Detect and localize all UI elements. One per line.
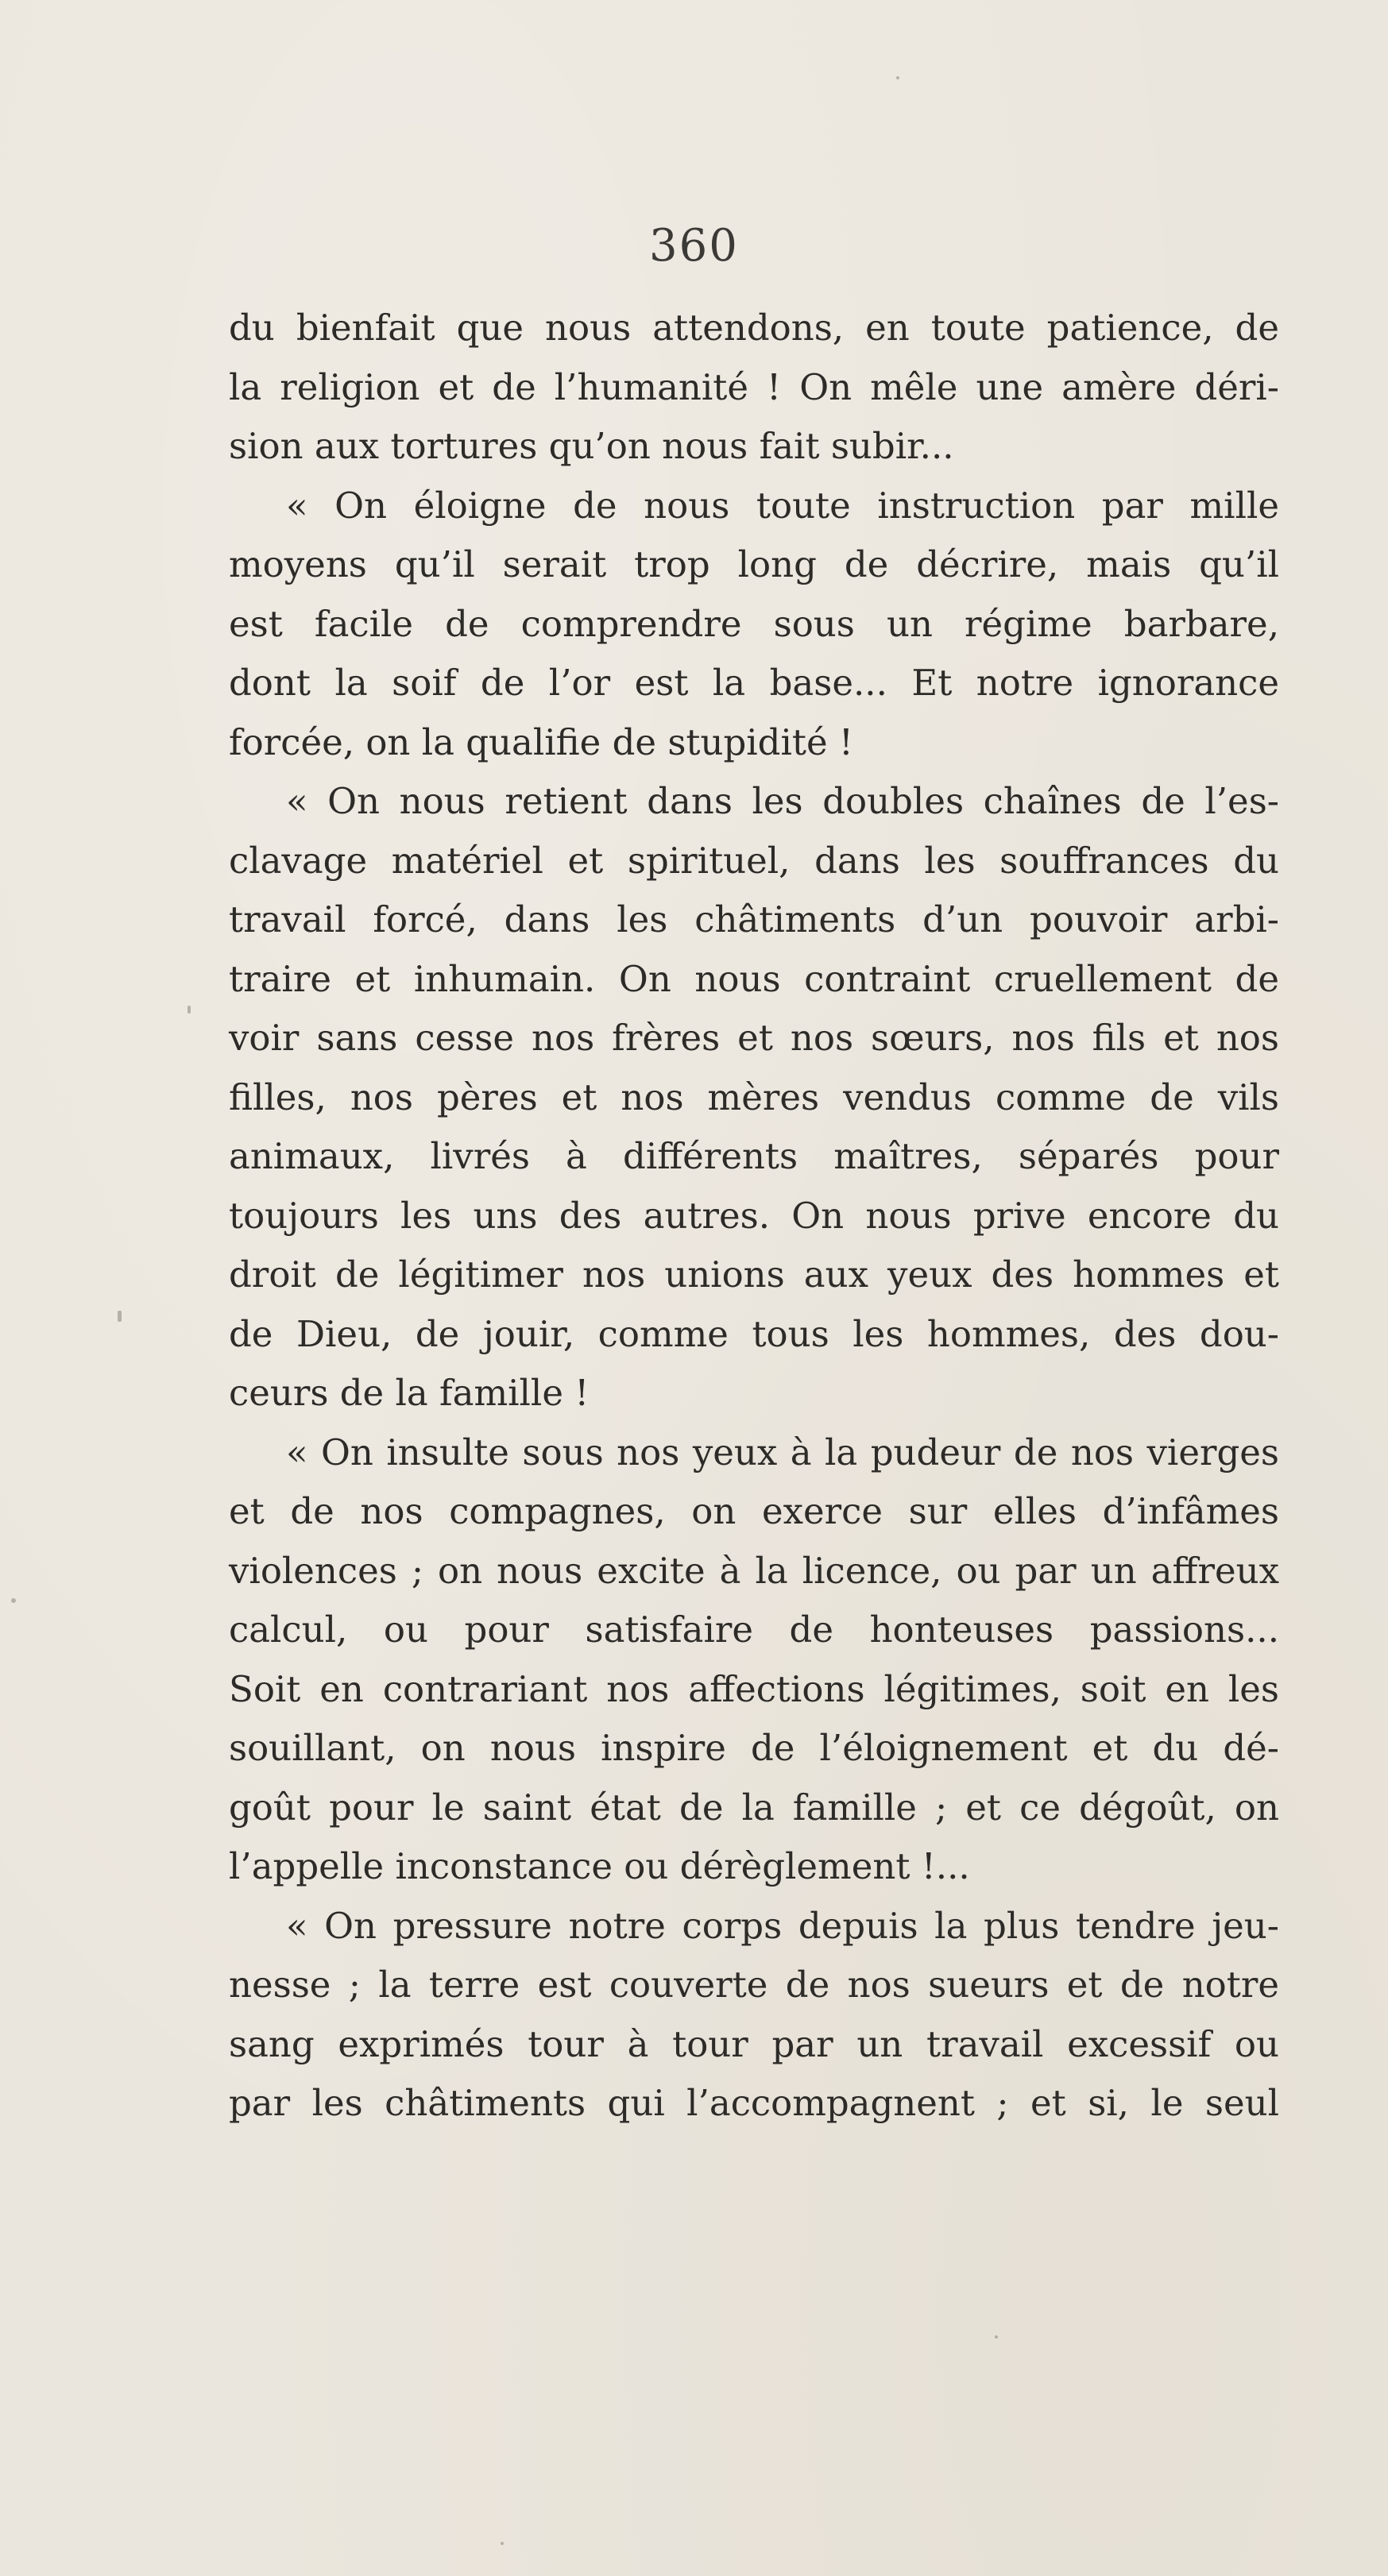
text-line: « On éloigne de nous toute instruction par mille (286, 484, 1279, 527)
text-line: moyens qu’il serait trop long de décrire, mais qu’il (229, 543, 1279, 585)
text-line: « On nous retient dans les doubles chaînes de l’es- (286, 780, 1279, 822)
text-line: forcée, on la qualifie de stupidité ! (229, 720, 853, 763)
text-line: de Dieu, de jouir, comme tous les hommes, des dou- (229, 1312, 1279, 1355)
text-line: sion aux tortures qu’on nous fait subir... (229, 425, 954, 467)
paper-speck (118, 1311, 122, 1322)
text-line: « On insulte sous nos yeux à la pudeur de nos vierges (286, 1431, 1279, 1473)
paper-speck (11, 1598, 16, 1603)
text-line: toujours les uns des autres. On nous prive encore du (229, 1194, 1279, 1237)
text-line: la religion et de l’humanité ! On mêle une amère déri- (229, 365, 1279, 408)
text-line: « On pressure notre corps depuis la plus tendre jeu- (286, 1904, 1279, 1947)
text-line: Soit en contrariant nos affections légitimes, soit en les (229, 1667, 1279, 1710)
text-line: droit de légitimer nos unions aux yeux des hommes et (229, 1253, 1279, 1296)
paper-speck (995, 2335, 998, 2338)
text-line: goût pour le saint état de la famille ; et ce dégoût, on (229, 1786, 1279, 1829)
text-line: nesse ; la terre est couverte de nos sueurs et de notre (229, 1964, 1279, 2006)
text-line: calcul, ou pour satisfaire de honteuses passions... (229, 1609, 1279, 1651)
text-line: dont la soif de l’or est la base... Et notre ignorance (229, 662, 1279, 704)
paper-speck (896, 76, 899, 79)
text-line: voir sans cesse nos frères et nos sœurs, nos fils et nos (229, 1017, 1279, 1059)
text-line: du bienfait que nous attendons, en toute patience, de (229, 307, 1279, 349)
text-line: travail forcé, dans les châtiments d’un pouvoir arbi- (229, 898, 1279, 940)
paper-speck (501, 2542, 504, 2545)
text-line: l’appelle inconstance ou dérèglement !... (229, 1845, 970, 1887)
body-text (229, 299, 1279, 2134)
text-line: violences ; on nous excite à la licence, ou par un affreux (229, 1549, 1279, 1592)
text-line: animaux, livrés à différents maîtres, séparés pour (229, 1135, 1279, 1177)
text-line: par les châtiments qui l’accompagnent ; et si, le seul (229, 2082, 1279, 2124)
text-line: sang exprimés tour à tour par un travail excessif ou (229, 2022, 1279, 2065)
text-line: traire et inhumain. On nous contraint cruellement de (229, 957, 1279, 1000)
text-line: clavage matériel et spirituel, dans les souffrances du (229, 839, 1279, 882)
text-line: est facile de comprendre sous un régime barbare, (229, 602, 1279, 645)
page-number: 360 (649, 220, 739, 272)
text-line: et de nos compagnes, on exerce sur elles d’infâmes (229, 1490, 1279, 1532)
text-line: ceurs de la famille ! (229, 1372, 590, 1414)
text-line: filles, nos pères et nos mères vendus comme de vils (229, 1076, 1279, 1118)
text-line: souillant, on nous inspire de l’éloignement et du dé- (229, 1727, 1279, 1769)
paper-speck (188, 1006, 191, 1014)
